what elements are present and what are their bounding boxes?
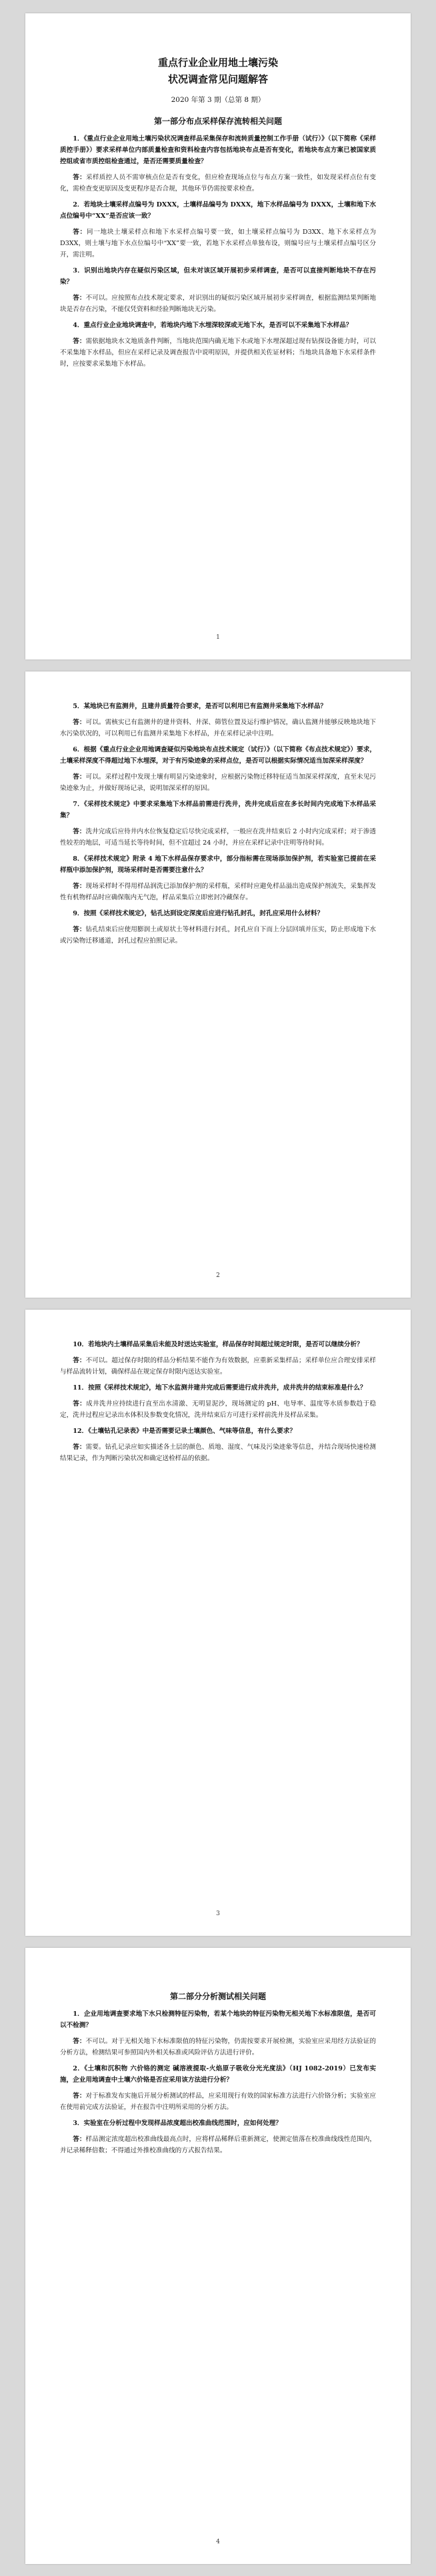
question-paragraph: 12．《土壤钻孔记录表》中是否需要记录土壤颜色、气味等信息，有什么要求？: [73, 1428, 296, 1435]
answer-text: 对于标准发布实施后开展分析测试的样品，应采用现行有效的国家标准方法进行六价铬分析；实验室应在使用前完成方法验证，并在报告中注明所采用的分析方法。: [60, 2092, 377, 2111]
answer-text: 不可以。应按照布点技术规定要求，对识别出的疑似污染区域开展初步采样调查，根据监测结果判断地块是否存在污染，不能仅凭资料和经验判断地块无污染。: [60, 294, 377, 313]
part-1-title: 第一部分布点采样保存流转相关问题: [153, 117, 282, 126]
question-paragraph: 3．识别出地块内存在疑似污染区域，但未对该区域开展初步采样调查，是否可以直接判断地块不存在污染？: [60, 267, 376, 286]
answer-text: 钻孔结束后应使用膨润土或原状土等材料进行封孔，封孔应自下而上分层回填并压实，防止形成地下水或污染物迁移通道，封孔过程应拍照记录。: [60, 926, 377, 945]
question-paragraph: 9．按照《采样技术规定》，钻孔达到设定深度后应进行钻孔封孔，封孔应采用什么材料？: [73, 910, 324, 917]
answer-text: 可以。需核实已有监测井的建井资料、井深、筛管位置及运行维护情况，确认监测井能够反映地块地下水污染状况的，可以利用已有监测井采集地下水样品，并在采样记录中注明。: [60, 719, 377, 737]
answer-paragraph: [60, 2134, 376, 2156]
answer-text: 成井洗井应持续进行直至出水清澈、无明显泥沙，现场测定的 pH、电导率、温度等水质参数趋于稳定，洗井过程应记录出水体积及参数变化情况，洗井结束后方可进行采样前洗井及样品采集。: [60, 1400, 377, 1419]
page-3-content: [60, 1339, 376, 1469]
document-title-line-1: 重点行业企业用地土壤污染: [157, 57, 278, 69]
document-page-2: [25, 671, 411, 1298]
document-title: [60, 55, 376, 88]
question-paragraph: 11．按照《采样技术规定》，地下水监测井建井完成后需要进行成井洗井，成井洗井的结束标准是什么？: [73, 1384, 367, 1392]
question-paragraph: 2．若地块土壤采样点编号为 DXXX，土壤样品编号为 DXXX，地下水样品编号为 DXXX，土壤和地下水点位编号中“XX”是否应该一致？: [60, 201, 376, 220]
answer-label: 答：: [73, 883, 86, 890]
answer-text: 同一地块土壤采样点和地下水采样点编号要一致，如土壤采样点编号为 D3XX、地下水采样点为 D3XX，则土壤与地下水点位编号中“XX”要一致，若地下水采样点单独布设，则编号应与土壤采样点编号区分开，需注明。: [60, 228, 376, 258]
answer-paragraph: [60, 226, 376, 260]
question-paragraph: 7．《采样技术规定》中要求采集地下水样品前需进行洗井，洗井完成后应在多长时间内完成地下水样品采集？: [60, 801, 376, 819]
answer-paragraph: [60, 2090, 376, 2113]
answer-paragraph: [60, 881, 376, 903]
question-paragraph: 1．《重点行业企业用地土壤污染状况调查样品采集保存和流转质量控制工作手册（试行）》（以下简称《采样质控手册》）要求采样单位内部质量检查和资料检查内容包括地块布点是否有变化，若地块布点方案已被国家质控组或省市质控组检查通过，是否还需要质量检查？: [60, 135, 376, 165]
document-title-line-2: 状况调查常见问题解答: [167, 73, 268, 85]
answer-paragraph: [60, 292, 376, 315]
document-page-4: [25, 1948, 411, 2564]
document-page-1: [25, 13, 411, 659]
page-number: 4: [216, 2539, 220, 2545]
answer-label: 答：: [73, 2136, 86, 2143]
page-2-content: [60, 701, 376, 951]
answer-paragraph: [60, 1442, 376, 1464]
answer-text: 采样质控人员不需审核点位是否有变化，但应检查现场点位与布点方案一致性，如发现采样点位有变化，需检查变更原因及变更程序是否合规，其他环节仍需按要求检查。: [60, 174, 377, 193]
page-number: 3: [216, 1911, 220, 1917]
answer-label: 答：: [73, 828, 86, 835]
answer-text: 现场采样时不得用样品润洗已添加保护剂的采样瓶，采样时应避免样品溢出造成保护剂流失，采集挥发性有机物样品时应确保瓶内无气泡，样品采集后立即密封冷藏保存。: [60, 883, 377, 901]
answer-text: 不可以。对于无相关地下水标准限值的特征污染物，仍需按要求开展检测，实验室应采用经方法验证的分析方法，检测结果可参照国内外相关标准或风险评估方法进行评价。: [60, 2038, 377, 2056]
answer-text: 样品测定浓度超出校准曲线最高点时，应将样品稀释后重新测定，使测定值落在校准曲线线性范围内，并记录稀释倍数；不得通过外推校准曲线的方式报告结果。: [60, 2136, 377, 2154]
answer-text: 不可以。超过保存时限的样品分析结果不能作为有效数据，应重新采集样品；采样单位应合理安排采样与样品流转计划，确保样品在规定保存时限内送达实验室。: [60, 1357, 377, 1376]
answer-paragraph: [60, 172, 376, 195]
answer-label: 答：: [73, 719, 86, 726]
answer-label: 答：: [73, 773, 86, 781]
answer-label: 答：: [73, 1444, 86, 1451]
answer-paragraph: [60, 771, 376, 794]
question-paragraph: 10．若地块内土壤样品采集后未能及时送达实验室，样品保存时间超过规定时限，是否可以继续分析？: [73, 1341, 363, 1348]
question-paragraph: 2．《土壤和沉积物 六价铬的测定 碱溶液提取-火焰原子吸收分光光度法》（HJ 1082-2019）已发布实施，企业用地调查中土壤六价铬是否应采用该方法进行分析？: [60, 2065, 376, 2084]
answer-paragraph: [60, 717, 376, 739]
answer-paragraph: [60, 2036, 376, 2058]
question-paragraph: 4．重点行业企业地块调查中，若地块内地下水埋深较深或无地下水，是否可以不采集地下水样品？: [73, 322, 353, 329]
page-number: 1: [216, 634, 220, 641]
answer-paragraph: [60, 336, 376, 370]
answer-paragraph: [60, 924, 376, 947]
answer-label: 答：: [73, 1357, 86, 1364]
answer-paragraph: [60, 826, 376, 849]
answer-label: 答：: [73, 294, 86, 302]
document-page-3: [25, 1310, 411, 1936]
issue-number: 2020 年第 3 期（总第 8 期）: [171, 96, 265, 104]
part-2-title: 第二部分分析测试相关问题: [169, 1992, 266, 2001]
question-paragraph: 1．企业用地调查要求地下水只检测特征污染物，若某个地块的特征污染物无相关地下水标准限值，是否可以不检测？: [60, 2010, 376, 2029]
answer-paragraph: [60, 1398, 376, 1421]
answer-paragraph: [60, 1355, 376, 1378]
answer-text: 洗井完成后应待井内水位恢复稳定后尽快完成采样，一般应在洗井结束后 2 小时内完成采样；对于渗透性较差的地层，可适当延长等待时间，但不宜超过 24 小时，并应在采样记录中注明等待时间。: [60, 828, 377, 847]
answer-label: 答：: [73, 338, 86, 345]
answer-label: 答：: [73, 2092, 86, 2100]
answer-text: 可以。采样过程中发现土壤有明显污染迹象时，应根据污染物迁移特征适当加深采样深度，直至未见污染迹象为止，并做好现场记录，说明加深采样的原因。: [60, 773, 377, 792]
answer-text: 需要。钻孔记录应如实描述各土层的颜色、质地、湿度、气味及污染迹象等信息，并结合现场快速检测结果记录，作为判断污染状况和确定送检样品的依据。: [60, 1444, 377, 1462]
answer-label: 答：: [73, 228, 87, 236]
answer-label: 答：: [73, 926, 86, 933]
answer-label: 答：: [73, 2038, 86, 2045]
answer-label: 答：: [73, 174, 86, 181]
answer-label: 答：: [73, 1400, 87, 1408]
page-1-content: [60, 13, 376, 374]
question-paragraph: 5．某地块已有监测井，且建井质量符合要求，是否可以利用已有监测井采集地下水样品？: [73, 703, 327, 710]
page-number: 2: [216, 1272, 220, 1279]
question-paragraph: 3．实验室在分析过程中发现样品浓度超出校准曲线范围时，应如何处理？: [73, 2120, 282, 2127]
question-paragraph: 6．根据《重点行业企业用地调查疑似污染地块布点技术规定（试行）》（以下简称《布点技术规定》）要求，土壤采样深度不得超过地下水埋深，对于有污染迹象的采样点位，是否可以根据实际情况适当加深采样深度？: [60, 746, 376, 765]
page-4-content: [60, 1977, 376, 2161]
answer-text: 需依据地块水文地质条件判断，当地块范围内确无地下水或地下水埋深超过现有钻探设备能力时，可以不采集地下水样品，但应在采样记录及调查报告中说明原因，并提供相关佐证材料；当地块具备地下水采样条件时，应按要求采集地下水样品。: [60, 338, 377, 368]
question-paragraph: 8．《采样技术规定》附录 4 地下水样品保存要求中，部分指标需在现场添加保护剂，若实验室已提前在采样瓶中添加保护剂，现场采样时是否需要注意什么？: [60, 855, 376, 874]
